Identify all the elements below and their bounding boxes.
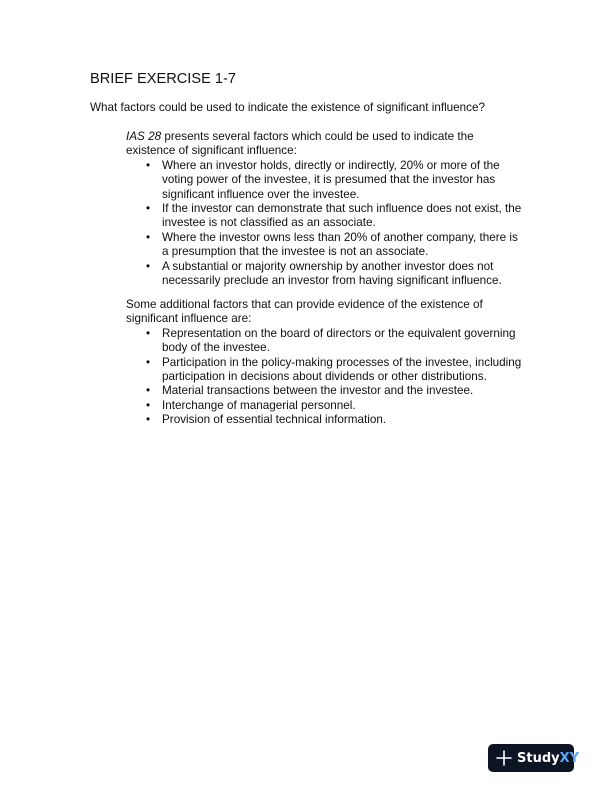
list-item-text: Participation in the policy-making processes of the investee, including participation in decisions about dividends or other distributions. [162, 355, 522, 384]
list-item [126, 231, 526, 260]
standard-reference: IAS 28 [126, 130, 162, 143]
section1-intro [126, 130, 526, 159]
section2-intro: Some additional factors that can provide evidence of the existence of significant influence are: [126, 298, 483, 326]
answer-section-1 [126, 130, 526, 288]
list-item-text: Where the investor owns less than 20% of another company, there is a presumption that the investee is not an associate. [162, 230, 518, 259]
list-item [126, 413, 526, 427]
logo-text-study: Study [517, 750, 560, 766]
section1-intro-text: presents several factors which could be used to indicate the existence of significant influence: [126, 130, 474, 158]
section1-bullet-list [126, 159, 526, 289]
bullet-icon: • [146, 158, 151, 172]
list-item-text: Where an investor holds, directly or indirectly, 20% or more of the voting power of the investee, it is presumed that the investor has significant influence over the investee. [162, 158, 500, 201]
bullet-icon: • [146, 202, 151, 216]
list-item-text: Representation on the board of directors or the equivalent governing body of the investee. [162, 326, 516, 355]
bullet-icon: • [146, 355, 151, 369]
exercise-heading: BRIEF EXERCISE 1-7 [90, 71, 236, 87]
bullet-icon: • [146, 259, 151, 273]
bullet-icon: • [146, 413, 151, 427]
studyxy-logo[interactable] [488, 744, 580, 772]
list-item [126, 384, 526, 398]
bullet-icon: • [146, 326, 151, 340]
exercise-question: What factors could be used to indicate the existence of significant influence? [90, 101, 486, 114]
list-item [126, 159, 526, 202]
answer-section-2 [126, 298, 526, 428]
list-item [126, 202, 526, 231]
list-item-text: If the investor can demonstrate that such influence does not exist, the investee is not classified as an associate. [162, 202, 522, 230]
plus-icon [496, 750, 512, 766]
list-item [126, 327, 526, 356]
list-item [126, 399, 526, 413]
list-item-text: A substantial or majority ownership by another investor does not necessarily preclude an investor from having significant influence. [162, 259, 502, 288]
list-item-text: Interchange of managerial personnel. [162, 398, 356, 412]
logo-text-xy: XY [559, 750, 580, 766]
logo-text [517, 751, 579, 766]
list-item [126, 356, 526, 385]
bullet-icon: • [146, 230, 151, 244]
list-item-text: Material transactions between the investor and the investee. [162, 384, 474, 398]
section2-bullet-list [126, 327, 526, 428]
bullet-icon: • [146, 398, 151, 412]
list-item-text: Provision of essential technical information. [162, 413, 387, 427]
bullet-icon: • [146, 384, 151, 398]
list-item [126, 260, 526, 289]
